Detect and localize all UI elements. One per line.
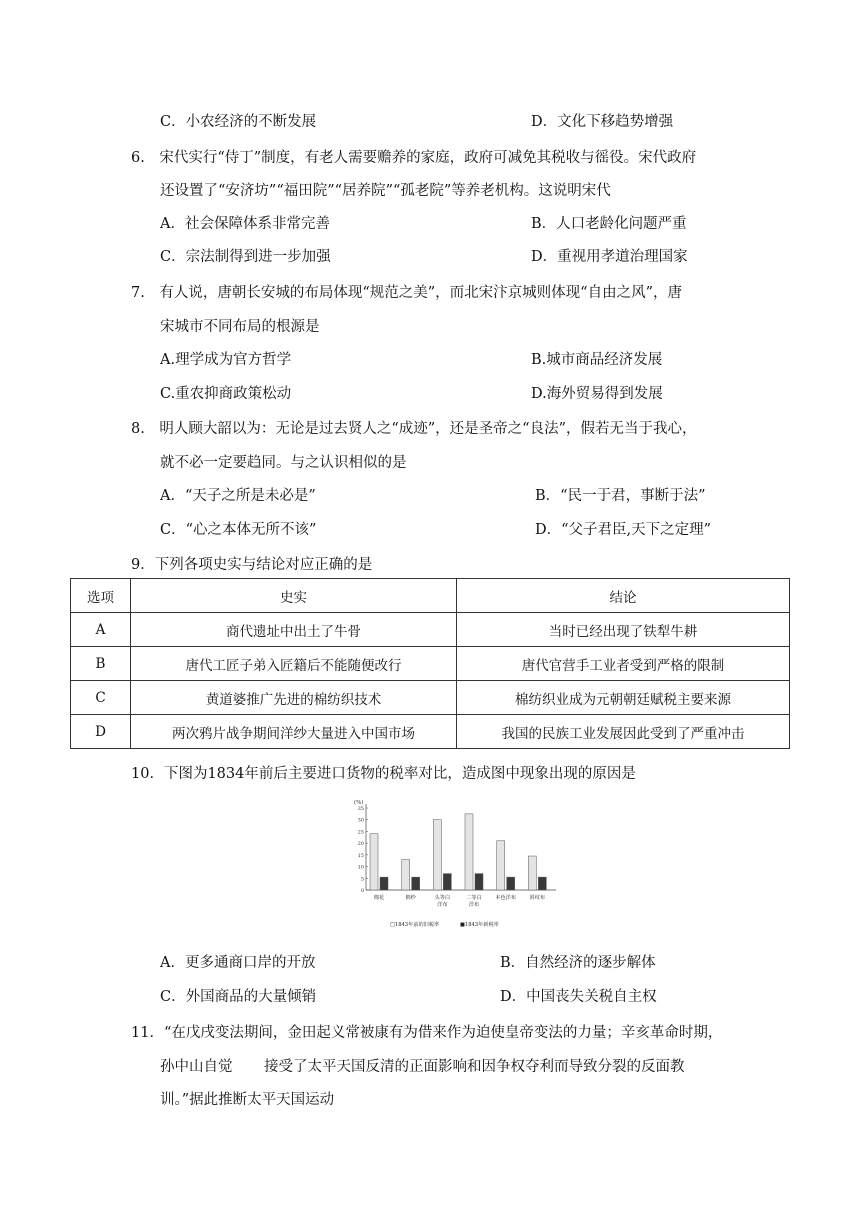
- table-cell: 唐代工匠子弟入匠籍后不能随便改行: [131, 647, 457, 681]
- q11-stem-line1: 11．“在戊戌变法期间，金田起义常被康有为借来作为迫使皇帝变法的力量；辛亥革命时期，: [131, 1025, 723, 1041]
- q8-stem-line2: 就不必一定要趋同。与之认识相似的是: [160, 455, 407, 471]
- q6-stem-line1: 6. 宋代实行“侍丁”制度，有老人需要赡养的家庭，政府可减免其税收与徭役。宋代政府: [131, 150, 697, 166]
- x-tick-label: 棉纱: [405, 895, 416, 901]
- q10-option-c: C．外国商品的大量倾销: [160, 989, 317, 1005]
- q5-option-d: D．文化下移趋势增强: [531, 114, 674, 130]
- y-tick-label: 0: [360, 888, 364, 894]
- bar-old-rate: [402, 860, 410, 890]
- table-cell: 黄道婆推广先进的棉纺织技术: [131, 681, 457, 715]
- q7-option-b: B.城市商品经济发展: [531, 352, 663, 368]
- y-axis-label: (%): [354, 800, 364, 806]
- q6-option-a: A．社会保障体系非常完善: [160, 216, 330, 232]
- table-cell: C: [71, 681, 131, 715]
- table-cell: 两次鸦片战争期间洋纱大量进入中国市场: [131, 715, 457, 749]
- table-cell: 唐代官营手工业者受到严格的限制: [457, 647, 790, 681]
- x-tick-label: 本色洋布: [495, 895, 517, 901]
- table-header-cell: 选项: [71, 579, 131, 613]
- q8-option-d: D．“父子君臣,天下之定理”: [535, 522, 712, 538]
- q6-option-d: D．重视用孝道治理国家: [531, 249, 688, 265]
- legend-new-rate: ■1843年新税率: [460, 922, 499, 928]
- table-row: [71, 715, 790, 749]
- table-cell: 棉纺织业成为元朝朝廷赋税主要来源: [457, 681, 790, 715]
- tariff-bar-chart: [350, 796, 560, 930]
- table-header-cell: 结论: [457, 579, 790, 613]
- q7-stem-line1: 7. 有人说，唐朝长安城的布局体现“规范之美”，而北宋汴京城则体现“自由之风”，唐: [131, 285, 682, 301]
- table-cell: 商代遗址中出土了牛骨: [131, 613, 457, 647]
- bar-new-rate: [507, 877, 515, 890]
- bar-new-rate: [443, 874, 451, 890]
- y-tick-label: 35: [357, 806, 364, 812]
- q11-stem-line2a: 孙中山自觉: [160, 1059, 233, 1075]
- q6-stem-line2: 还设置了“安济坊”“福田院”“居养院”“孤老院”等养老机构。这说明宋代: [160, 183, 611, 199]
- bar-old-rate: [497, 841, 505, 890]
- bar-new-rate: [475, 874, 483, 890]
- q8-stem-line1: 8. 明人顾大韶以为：无论是过去贤人之“成迹”，还是圣帝之“良法”，假若无当于我心，: [131, 421, 697, 437]
- bar-new-rate: [380, 877, 388, 890]
- table-cell: B: [71, 647, 131, 681]
- x-tick-label: 洋布: [437, 902, 448, 908]
- y-tick-label: 30: [357, 817, 364, 824]
- q5-option-c: C．小农经济的不断发展: [160, 114, 317, 130]
- q7-option-d: D.海外贸易得到发展: [531, 386, 663, 402]
- q8-option-b: B．“民一于君，事断于法”: [535, 488, 706, 504]
- bar-old-rate: [370, 834, 378, 890]
- table-cell: 我国的民族工业发展因此受到了严重冲击: [457, 715, 790, 749]
- q11-stem-line3: 训。”据此推断太平天国运动: [160, 1092, 335, 1108]
- y-tick-label: 5: [360, 876, 364, 883]
- legend-old-rate: □1843年前的旧税率: [390, 922, 440, 928]
- q10-option-a: A．更多通商口岸的开放: [160, 955, 316, 971]
- q7-option-a: A.理学成为官方哲学: [160, 352, 292, 368]
- q10-option-b: B．自然经济的逐步解体: [500, 955, 656, 971]
- table-header-row: [71, 579, 790, 613]
- q6-option-b: B．人口老龄化问题严重: [531, 216, 687, 232]
- x-tick-label: 头等白: [434, 895, 451, 901]
- table-row: [71, 613, 790, 647]
- q6-option-c: C．宗法制得到进一步加强: [160, 249, 331, 265]
- y-tick-label: 15: [357, 852, 364, 859]
- y-tick-label: 25: [357, 829, 364, 836]
- table-row: [71, 647, 790, 681]
- bar-new-rate: [412, 877, 420, 890]
- bar-new-rate: [538, 877, 546, 890]
- q8-option-c: C．“心之本体无所不该”: [160, 522, 317, 538]
- y-tick-label: 10: [357, 864, 364, 871]
- x-tick-label: 斜纹布: [529, 895, 546, 901]
- q10-option-d: D．中国丧失关税自主权: [500, 989, 657, 1005]
- bar-old-rate: [433, 820, 441, 890]
- x-tick-label: 洋布: [468, 902, 480, 908]
- q10-stem: 10．下图为1834年前后主要进口货物的税率对比，造成图中现象出现的原因是: [131, 766, 636, 782]
- q7-stem-line2: 宋城市不同布局的根源是: [160, 319, 320, 335]
- q9-table: [70, 578, 790, 749]
- bar-old-rate: [528, 856, 536, 890]
- x-tick-label: 棉花: [373, 895, 385, 901]
- q8-option-a: A．“天子之所是未必是”: [160, 488, 316, 504]
- q9-stem: 9．下列各项史实与结论对应正确的是: [131, 557, 373, 573]
- table-row: [71, 681, 790, 715]
- y-tick-label: 20: [357, 841, 364, 848]
- table-cell: A: [71, 613, 131, 647]
- x-tick-label: 二等白: [466, 895, 482, 901]
- q11-stem-line2b: 接受了太平天国反清的正面影响和因争权夺利而导致分裂的反面教: [264, 1059, 685, 1075]
- table-cell: D: [71, 715, 131, 749]
- bar-old-rate: [465, 814, 473, 890]
- q7-option-c: C.重农抑商政策松动: [160, 386, 292, 402]
- table-cell: 当时已经出现了铁犁牛耕: [457, 613, 790, 647]
- table-header-cell: 史实: [131, 579, 457, 613]
